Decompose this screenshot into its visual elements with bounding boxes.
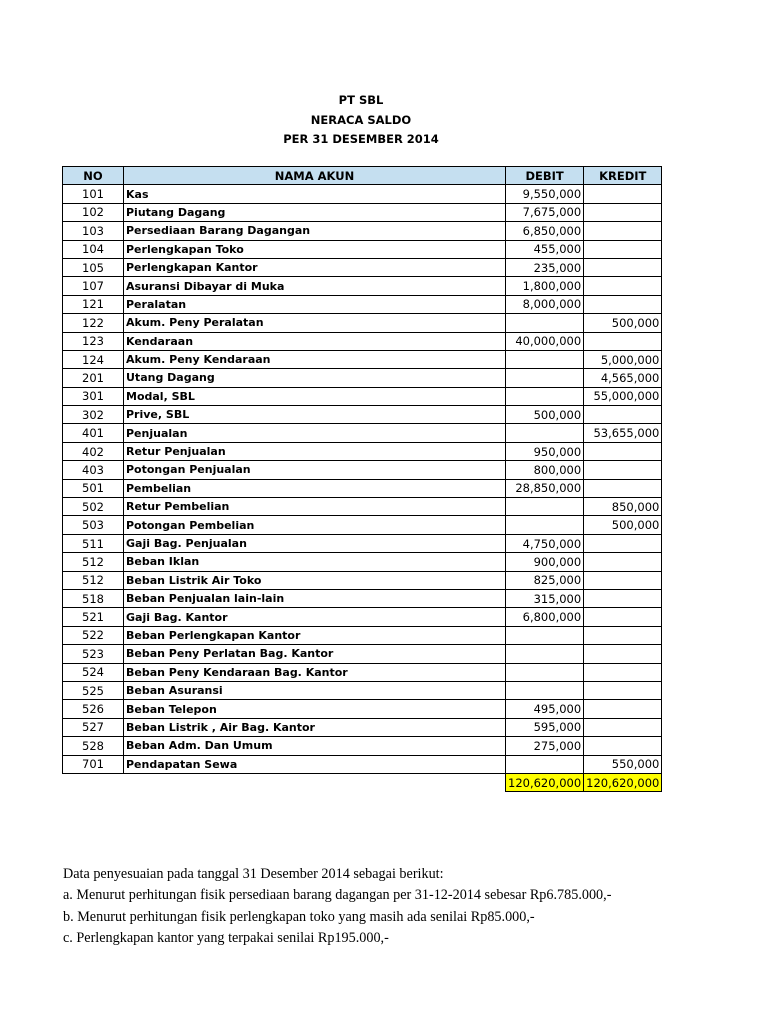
account-name: Gaji Bag. Penjualan	[124, 534, 506, 552]
table-row	[63, 681, 662, 699]
kredit-amount: 53,655,000	[584, 424, 662, 442]
kredit-amount: 5,000,000	[584, 350, 662, 368]
note-item-c: c. Perlengkapan kantor yang terpakai senilai Rp195.000,-	[63, 929, 389, 946]
table-row	[63, 534, 662, 552]
account-name: Prive, SBL	[124, 406, 506, 424]
account-name: Gaji Bag. Kantor	[124, 608, 506, 626]
debit-amount	[506, 755, 584, 773]
kredit-amount: 500,000	[584, 516, 662, 534]
account-number: 501	[63, 479, 124, 497]
debit-amount	[506, 314, 584, 332]
account-number: 511	[63, 534, 124, 552]
kredit-amount	[584, 589, 662, 607]
account-name: Piutang Dagang	[124, 203, 506, 221]
table-row	[63, 295, 662, 313]
debit-amount	[506, 626, 584, 644]
account-name: Kas	[124, 185, 506, 203]
column-header-no: NO	[63, 167, 124, 185]
account-number: 201	[63, 369, 124, 387]
account-name: Pembelian	[124, 479, 506, 497]
account-number: 302	[63, 406, 124, 424]
debit-amount: 1,800,000	[506, 277, 584, 295]
kredit-amount	[584, 700, 662, 718]
account-number: 524	[63, 663, 124, 681]
table-row	[63, 718, 662, 736]
account-name: Beban Adm. Dan Umum	[124, 737, 506, 755]
account-name: Kendaraan	[124, 332, 506, 350]
table-row	[63, 332, 662, 350]
account-number: 528	[63, 737, 124, 755]
table-row	[63, 222, 662, 240]
kredit-amount	[584, 663, 662, 681]
total-row-spacer	[63, 773, 124, 791]
column-header-account-name: NAMA AKUN	[124, 167, 506, 185]
account-number: 526	[63, 700, 124, 718]
table-row	[63, 498, 662, 516]
table-row	[63, 442, 662, 460]
debit-amount: 9,550,000	[506, 185, 584, 203]
table-row	[63, 350, 662, 368]
debit-amount: 8,000,000	[506, 295, 584, 313]
account-number: 102	[63, 203, 124, 221]
account-name: Utang Dagang	[124, 369, 506, 387]
account-name: Akum. Peny Peralatan	[124, 314, 506, 332]
table-row	[63, 755, 662, 773]
kredit-amount	[584, 185, 662, 203]
table-row	[63, 185, 662, 203]
kredit-amount	[584, 258, 662, 276]
table-body	[63, 185, 662, 774]
account-name: Beban Asuransi	[124, 681, 506, 699]
account-name: Retur Pembelian	[124, 498, 506, 516]
debit-amount	[506, 369, 584, 387]
kredit-amount	[584, 626, 662, 644]
kredit-amount	[584, 553, 662, 571]
table-row	[63, 369, 662, 387]
table-row	[63, 424, 662, 442]
debit-amount: 800,000	[506, 461, 584, 479]
account-number: 403	[63, 461, 124, 479]
total-debit: 120,620,000	[506, 773, 584, 791]
account-number: 401	[63, 424, 124, 442]
account-number: 402	[63, 442, 124, 460]
debit-amount: 28,850,000	[506, 479, 584, 497]
account-name: Pendapatan Sewa	[124, 755, 506, 773]
account-name: Beban Listrik Air Toko	[124, 571, 506, 589]
total-row	[63, 773, 662, 791]
account-name: Asuransi Dibayar di Muka	[124, 277, 506, 295]
note-item-a: a. Menurut perhitungan fisik persediaan barang dagangan per 31-12-2014 sebesar Rp6.785.000,-	[63, 887, 612, 904]
debit-amount: 950,000	[506, 442, 584, 460]
account-name: Beban Perlengkapan Kantor	[124, 626, 506, 644]
account-name: Retur Penjualan	[124, 442, 506, 460]
table-row	[63, 737, 662, 755]
table-row	[63, 516, 662, 534]
account-number: 107	[63, 277, 124, 295]
column-header-debit: DEBIT	[506, 167, 584, 185]
account-number: 123	[63, 332, 124, 350]
kredit-amount	[584, 534, 662, 552]
account-number: 512	[63, 553, 124, 571]
table-row	[63, 700, 662, 718]
table-row	[63, 645, 662, 663]
account-number: 701	[63, 755, 124, 773]
table-row	[63, 277, 662, 295]
debit-amount: 495,000	[506, 700, 584, 718]
kredit-amount	[584, 645, 662, 663]
debit-amount: 900,000	[506, 553, 584, 571]
table-row	[63, 589, 662, 607]
kredit-amount	[584, 277, 662, 295]
table-row	[63, 461, 662, 479]
report-period: PER 31 DESEMBER 2014	[283, 132, 439, 146]
account-name: Peralatan	[124, 295, 506, 313]
debit-amount	[506, 387, 584, 405]
column-header-kredit: KREDIT	[584, 167, 662, 185]
kredit-amount	[584, 681, 662, 699]
note-item-b: b. Menurut perhitungan fisik perlengkapan toko yang masih ada senilai Rp85.000,-	[63, 908, 535, 925]
account-name: Beban Iklan	[124, 553, 506, 571]
account-name: Penjualan	[124, 424, 506, 442]
account-name: Beban Peny Perlatan Bag. Kantor	[124, 645, 506, 663]
report-name: NERACA SALDO	[310, 112, 412, 127]
account-name: Perlengkapan Kantor	[124, 258, 506, 276]
kredit-amount	[584, 240, 662, 258]
table-row	[63, 571, 662, 589]
kredit-amount	[584, 479, 662, 497]
company-name: PT SBL	[338, 93, 384, 107]
account-name: Beban Penjualan lain-lain	[124, 589, 506, 607]
kredit-amount	[584, 461, 662, 479]
account-number: 103	[63, 222, 124, 240]
account-number: 122	[63, 314, 124, 332]
account-name: Modal, SBL	[124, 387, 506, 405]
kredit-amount: 850,000	[584, 498, 662, 516]
report-title-block	[0, 91, 722, 150]
table-row	[63, 258, 662, 276]
debit-amount: 595,000	[506, 718, 584, 736]
account-number: 121	[63, 295, 124, 313]
account-number: 523	[63, 645, 124, 663]
account-number: 124	[63, 350, 124, 368]
kredit-amount	[584, 737, 662, 755]
debit-amount: 40,000,000	[506, 332, 584, 350]
total-row-spacer	[124, 773, 506, 791]
debit-amount	[506, 498, 584, 516]
table-row	[63, 203, 662, 221]
account-number: 512	[63, 571, 124, 589]
account-name: Persediaan Barang Dagangan	[124, 222, 506, 240]
debit-amount: 455,000	[506, 240, 584, 258]
total-kredit: 120,620,000	[584, 773, 662, 791]
debit-amount: 500,000	[506, 406, 584, 424]
debit-amount: 4,750,000	[506, 534, 584, 552]
account-name: Perlengkapan Toko	[124, 240, 506, 258]
account-name: Akum. Peny Kendaraan	[124, 350, 506, 368]
table-header-row	[63, 167, 662, 185]
account-number: 525	[63, 681, 124, 699]
debit-amount	[506, 645, 584, 663]
account-name: Beban Listrik , Air Bag. Kantor	[124, 718, 506, 736]
table-row	[63, 608, 662, 626]
table-row	[63, 406, 662, 424]
debit-amount: 825,000	[506, 571, 584, 589]
debit-amount	[506, 663, 584, 681]
account-number: 521	[63, 608, 124, 626]
kredit-amount	[584, 203, 662, 221]
table-row	[63, 663, 662, 681]
kredit-amount	[584, 718, 662, 736]
account-number: 527	[63, 718, 124, 736]
account-number: 301	[63, 387, 124, 405]
trial-balance-table	[62, 166, 662, 792]
account-name: Potongan Pembelian	[124, 516, 506, 534]
debit-amount	[506, 424, 584, 442]
debit-amount: 235,000	[506, 258, 584, 276]
debit-amount	[506, 350, 584, 368]
account-number: 105	[63, 258, 124, 276]
account-number: 104	[63, 240, 124, 258]
table-row	[63, 479, 662, 497]
kredit-amount	[584, 222, 662, 240]
account-number: 502	[63, 498, 124, 516]
account-number: 503	[63, 516, 124, 534]
account-number: 518	[63, 589, 124, 607]
kredit-amount: 4,565,000	[584, 369, 662, 387]
kredit-amount	[584, 571, 662, 589]
account-name: Beban Telepon	[124, 700, 506, 718]
kredit-amount	[584, 406, 662, 424]
account-number: 101	[63, 185, 124, 203]
debit-amount: 6,850,000	[506, 222, 584, 240]
debit-amount: 275,000	[506, 737, 584, 755]
kredit-amount: 55,000,000	[584, 387, 662, 405]
account-name: Beban Peny Kendaraan Bag. Kantor	[124, 663, 506, 681]
debit-amount: 7,675,000	[506, 203, 584, 221]
table-row	[63, 553, 662, 571]
adjustment-notes	[63, 864, 611, 949]
kredit-amount: 500,000	[584, 314, 662, 332]
account-number: 522	[63, 626, 124, 644]
account-name: Potongan Penjualan	[124, 461, 506, 479]
kredit-amount	[584, 608, 662, 626]
debit-amount: 315,000	[506, 589, 584, 607]
table-row	[63, 626, 662, 644]
kredit-amount	[584, 295, 662, 313]
debit-amount	[506, 681, 584, 699]
table-row	[63, 314, 662, 332]
kredit-amount: 550,000	[584, 755, 662, 773]
table-row	[63, 387, 662, 405]
kredit-amount	[584, 332, 662, 350]
kredit-amount	[584, 442, 662, 460]
debit-amount	[506, 516, 584, 534]
notes-intro: Data penyesuaian pada tanggal 31 Desember 2014 sebagai berikut:	[63, 866, 444, 882]
table-row	[63, 240, 662, 258]
debit-amount: 6,800,000	[506, 608, 584, 626]
